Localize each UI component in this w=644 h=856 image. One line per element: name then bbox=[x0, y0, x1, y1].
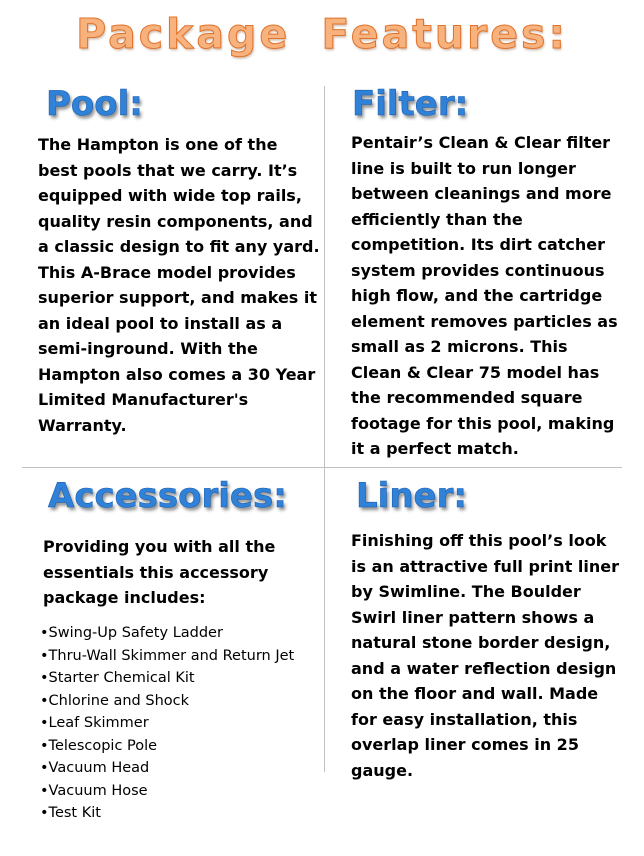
list-item: •Thru-Wall Skimmer and Return Jet bbox=[40, 647, 295, 664]
list-item: •Vacuum Head bbox=[40, 760, 150, 776]
liner-description: Finishing off this pool’s look is an attractive full print liner by Swimline. The Boulder Swirl liner pattern shows a natural stone border design, and a water reflection design on the floor and wall. Made for easy installation, this overlap liner comes in 25 gauge. bbox=[351, 531, 620, 780]
list-item: •Leaf Skimmer bbox=[40, 715, 149, 731]
filter-description: Pentair’s Clean & Clear filter line is built to run longer between cleanings and more efficiently than the competition. Its dirt catcher system provides continuous high flow, and the cartridge element removes particles as small as 2 microns. This Clean & Clear 75 model has the recommended square footage for this pool, making it a perfect match. bbox=[351, 133, 618, 458]
page-title: Package Features: bbox=[76, 10, 568, 58]
list-item: •Swing-Up Safety Ladder bbox=[40, 625, 223, 641]
accessories-heading: Accessories: bbox=[48, 476, 287, 516]
list-item: •Vacuum Hose bbox=[40, 782, 148, 799]
list-item: •Chlorine and Shock bbox=[40, 692, 190, 709]
horizontal-divider bbox=[22, 467, 622, 468]
vertical-divider bbox=[324, 86, 325, 772]
list-item: •Telescopic Pole bbox=[40, 737, 158, 754]
pool-heading: Pool: bbox=[46, 84, 143, 124]
accessories-list bbox=[40, 622, 294, 825]
pool-description: The Hampton is one of the best pools that we carry. It’s equipped with wide top rails, quality resin components, and a classic design to fit any yard. This A-Brace model provides superior support, and makes it an ideal pool to install as a semi-inground. With the Hampton also comes a 30 Year Limited Manufacturer's Warranty. bbox=[38, 135, 320, 435]
list-item: •Test Kit bbox=[40, 805, 101, 821]
filter-heading: Filter: bbox=[352, 84, 469, 124]
liner-heading: Liner: bbox=[356, 476, 467, 516]
list-item: •Starter Chemical Kit bbox=[40, 670, 195, 686]
accessories-intro: Providing you with all the essentials this accessory package includes: bbox=[43, 537, 276, 607]
